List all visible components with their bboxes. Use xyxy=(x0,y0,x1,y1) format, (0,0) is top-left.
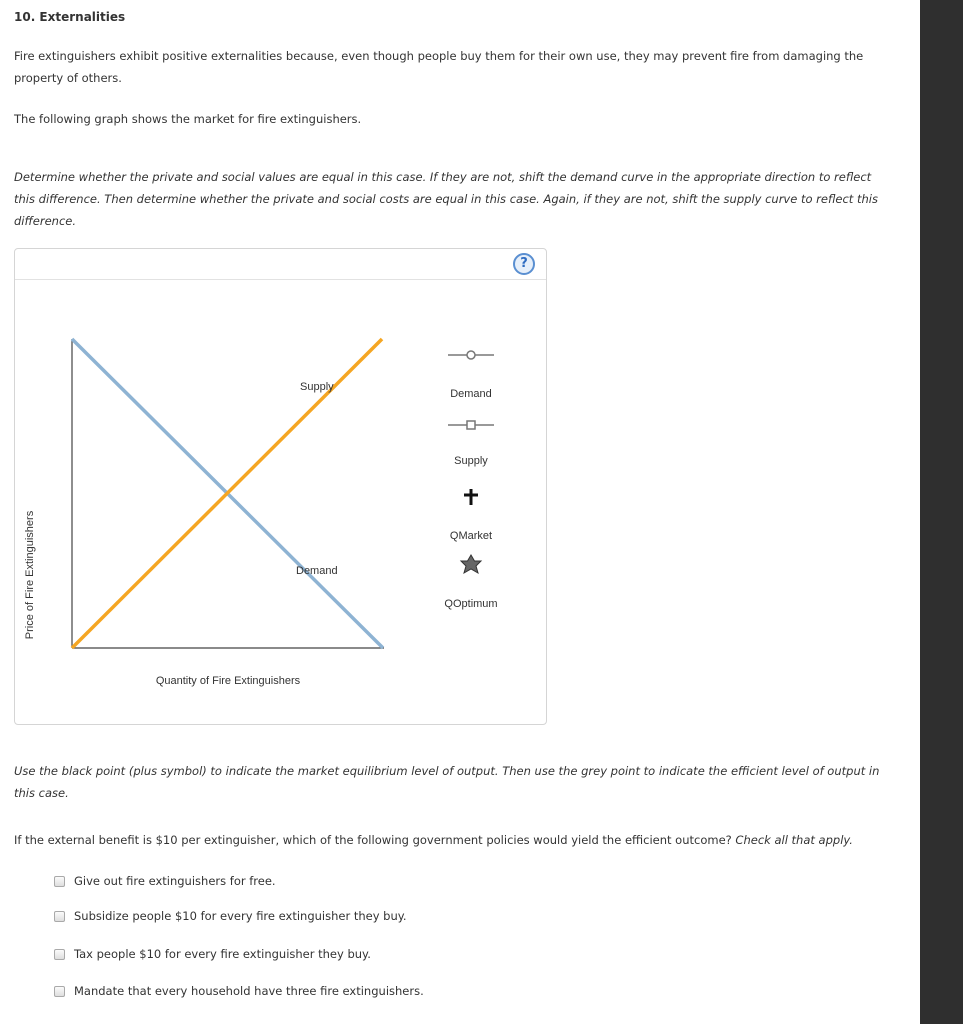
tool-qoptimum[interactable] xyxy=(444,555,497,610)
tool-demand-label: Demand xyxy=(450,388,492,400)
plus-point-icon xyxy=(464,489,478,505)
option-mandate-label: Mandate that every household have three fire extinguishers. xyxy=(74,984,424,998)
demand-curve-label: Demand xyxy=(296,565,338,577)
point-instructions: Use the black point (plus symbol) to indicate the market equilibrium level of output. Then use the grey point to indicate the efficient level of output in this case. xyxy=(14,764,880,800)
supply-curve-label: Supply xyxy=(300,381,334,393)
y-axis-label: Price of Fire Extinguishers xyxy=(24,510,36,640)
x-axis-label: Quantity of Fire Extinguishers xyxy=(155,675,301,687)
graph-canvas[interactable] xyxy=(15,249,546,724)
graph-panel xyxy=(14,248,547,725)
option-subsidy[interactable] xyxy=(54,908,407,924)
option-free-label: Give out fire extinguishers for free. xyxy=(74,874,276,888)
graph-intro: The following graph shows the market for fire extinguishers. xyxy=(14,112,362,126)
option-subsidy-label: Subsidize people $10 for every fire extinguisher they buy. xyxy=(74,909,407,923)
option-free[interactable] xyxy=(54,873,276,889)
star-point-icon xyxy=(461,555,481,573)
policy-question xyxy=(14,829,894,851)
tool-qmarket-label: QMarket xyxy=(449,530,493,542)
policy-question-hint: Check all that apply. xyxy=(735,833,853,847)
option-subsidy-checkbox[interactable] xyxy=(54,911,65,922)
page-title: 10. Externalities xyxy=(14,10,126,24)
tool-qmarket[interactable] xyxy=(450,489,492,542)
line-square-icon xyxy=(448,421,494,429)
option-mandate-checkbox[interactable] xyxy=(54,986,65,997)
option-tax-label: Tax people $10 for every fire extinguisher they buy. xyxy=(74,947,371,961)
tool-supply[interactable] xyxy=(448,421,494,467)
policy-question-text: If the external benefit is $10 per extinguisher, which of the following government policies would yield the efficient outcome? xyxy=(14,833,736,847)
tool-supply-label: Supply xyxy=(454,455,488,467)
right-side-panel xyxy=(920,0,963,1024)
policy-options xyxy=(54,873,654,1003)
option-free-checkbox[interactable] xyxy=(54,876,65,887)
option-tax[interactable] xyxy=(54,946,371,962)
instructions: Determine whether the private and social values are equal in this case. If they are not, shift the demand curve in the appropriate direction to reflect this difference. Then determine whether the private and social costs are equal in this case. Again, if they are not, shift the supply curve to reflect this difference. xyxy=(14,170,878,228)
intro-paragraph: Fire extinguishers exhibit positive externalities because, even though people buy them for their own use, they may prevent fire from damaging the property of others. xyxy=(14,49,864,85)
tool-qoptimum-label: QOptimum xyxy=(444,598,498,610)
help-icon[interactable]: ? xyxy=(513,253,535,275)
line-circle-icon xyxy=(448,351,494,359)
option-tax-checkbox[interactable] xyxy=(54,949,65,960)
tool-demand[interactable] xyxy=(448,351,494,400)
option-mandate[interactable] xyxy=(54,983,424,999)
